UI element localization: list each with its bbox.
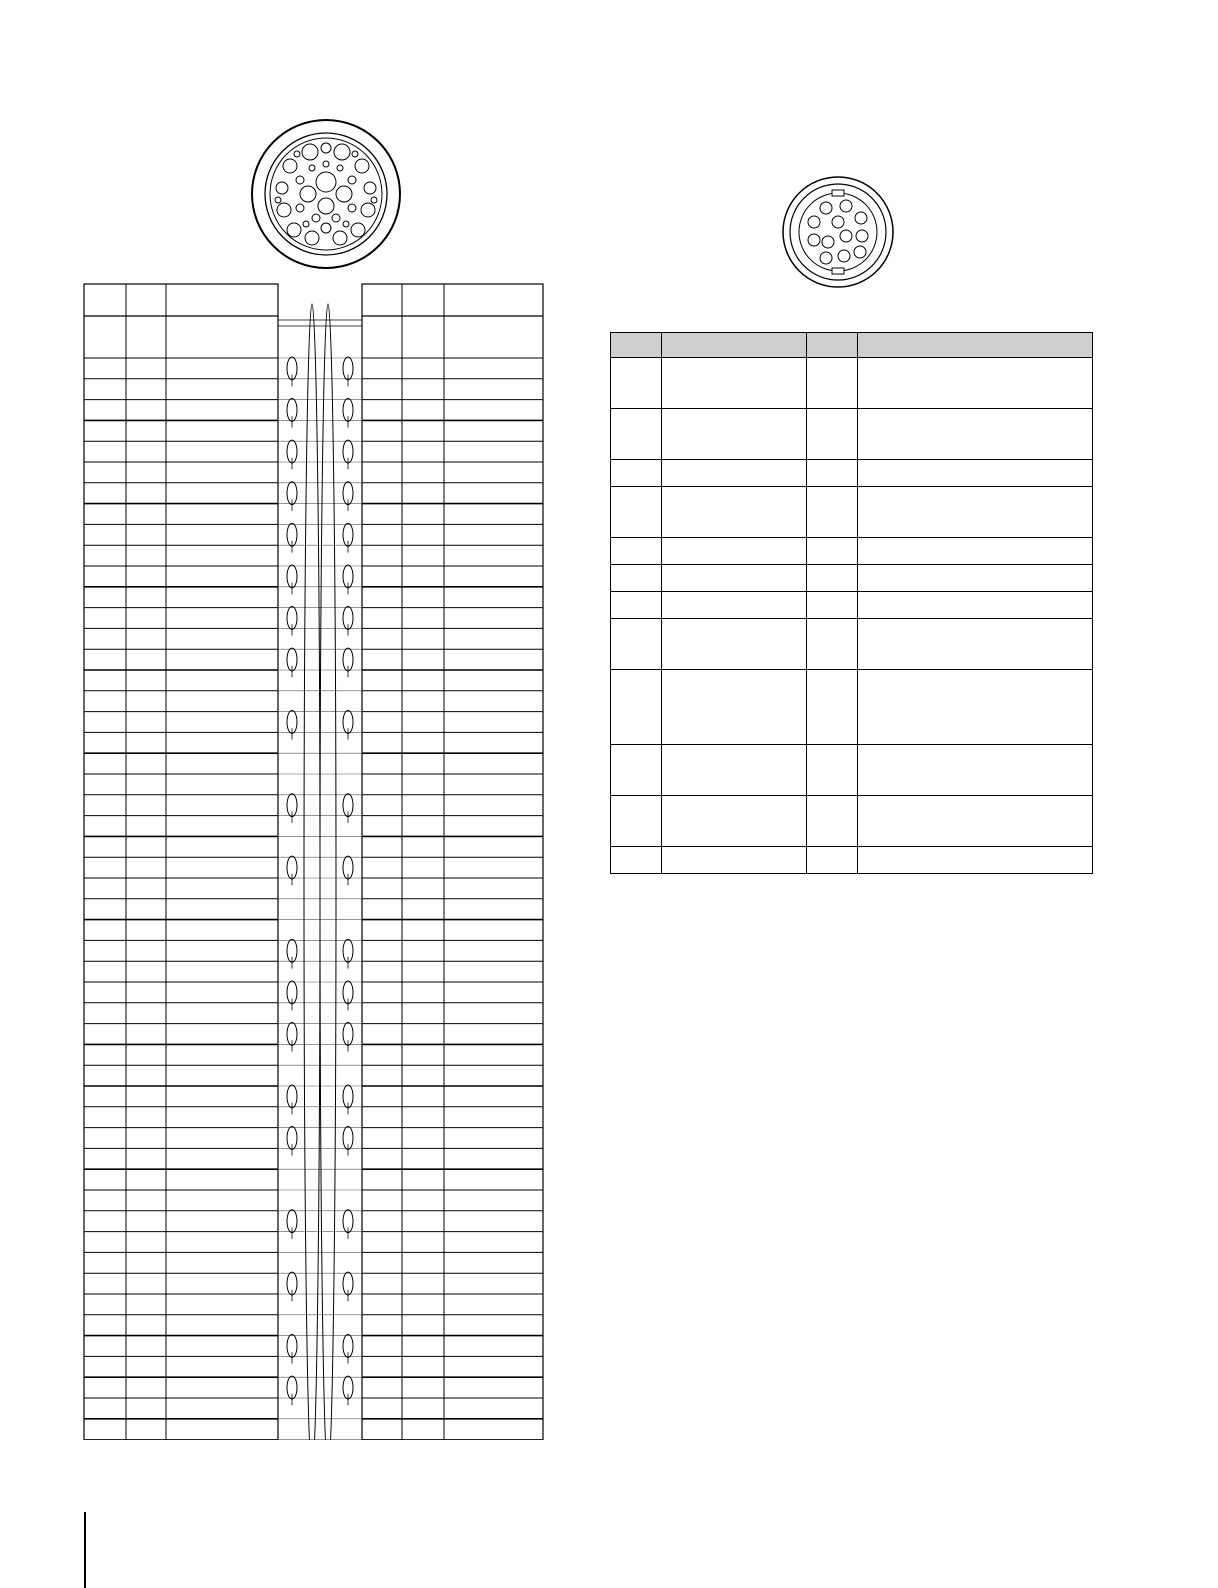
pin-table-cell xyxy=(858,358,1093,409)
left-pin-table xyxy=(84,284,278,1440)
pin-table-cell xyxy=(807,333,858,358)
pin-table-row xyxy=(611,796,1093,847)
right-pin-table xyxy=(362,284,543,1440)
pin-table-cell xyxy=(858,619,1093,670)
pin-table-cell xyxy=(611,745,662,796)
cable-wiring-schematic xyxy=(80,280,550,1440)
pin-table-row xyxy=(611,745,1093,796)
pin-table-cell xyxy=(807,592,858,619)
pin-table-cell xyxy=(662,460,807,487)
pin-table-cell xyxy=(807,460,858,487)
pin-table-cell xyxy=(858,565,1093,592)
pin-table-row xyxy=(611,487,1093,538)
pin-table-cell xyxy=(858,745,1093,796)
pin-table-cell xyxy=(662,358,807,409)
pin-table-cell xyxy=(858,847,1093,874)
pin-table-cell xyxy=(807,538,858,565)
pin-table-cell xyxy=(662,592,807,619)
pin-table-cell xyxy=(611,487,662,538)
left-edge-rule xyxy=(84,1512,86,1588)
pin-table-cell xyxy=(858,333,1093,358)
pin-table-cell xyxy=(807,670,858,745)
pin-table-row xyxy=(611,847,1093,874)
multi-core-connector-face-icon xyxy=(250,118,402,270)
pin-table-cell xyxy=(662,409,807,460)
pin-table-cell xyxy=(662,565,807,592)
pin-table-cell xyxy=(611,592,662,619)
pin-table-row xyxy=(611,358,1093,409)
pin-table-cell xyxy=(662,745,807,796)
pin-table-row xyxy=(611,538,1093,565)
pin-table-row xyxy=(611,460,1093,487)
pin-table-cell xyxy=(611,460,662,487)
pin-table-cell xyxy=(662,538,807,565)
pin-table-cell xyxy=(662,487,807,538)
pin-table-cell xyxy=(611,796,662,847)
pin-table-row xyxy=(611,670,1093,745)
pin-table-cell xyxy=(662,670,807,745)
pin-table-cell xyxy=(662,333,807,358)
pin-table-cell xyxy=(807,619,858,670)
pin-table-cell xyxy=(807,565,858,592)
12-pin-round-connector-face-icon xyxy=(778,176,898,292)
pin-table xyxy=(610,332,1093,874)
pin-table-cell xyxy=(807,745,858,796)
pin-table-cell xyxy=(662,847,807,874)
pin-table-row xyxy=(611,592,1093,619)
pin-table-cell xyxy=(662,796,807,847)
pin-table-row xyxy=(611,409,1093,460)
pin-table-cell xyxy=(611,565,662,592)
pin-table-cell xyxy=(611,333,662,358)
pin-table-cell xyxy=(858,670,1093,745)
pin-table-cell xyxy=(807,847,858,874)
pin-table-cell xyxy=(662,619,807,670)
pin-table-row xyxy=(611,619,1093,670)
pin-table-cell xyxy=(611,619,662,670)
pin-table-cell xyxy=(807,796,858,847)
pin-table-cell xyxy=(807,358,858,409)
pin-table-cell xyxy=(611,538,662,565)
pin-table-cell xyxy=(858,460,1093,487)
pin-table-cell xyxy=(807,487,858,538)
pin-table-cell xyxy=(611,847,662,874)
pin-table-cell xyxy=(807,409,858,460)
pin-table-cell xyxy=(611,358,662,409)
pin-table-header-row xyxy=(611,333,1093,358)
pin-table-cell xyxy=(858,538,1093,565)
pin-table-row xyxy=(611,565,1093,592)
pin-table-cell xyxy=(611,409,662,460)
cable-shield-loop xyxy=(320,304,336,1440)
pin-table-cell xyxy=(858,487,1093,538)
pin-table-cell xyxy=(858,409,1093,460)
pin-table-cell xyxy=(858,592,1093,619)
pin-table-cell xyxy=(611,670,662,745)
cable-shield-loop xyxy=(304,304,320,1440)
pin-table-cell xyxy=(858,796,1093,847)
